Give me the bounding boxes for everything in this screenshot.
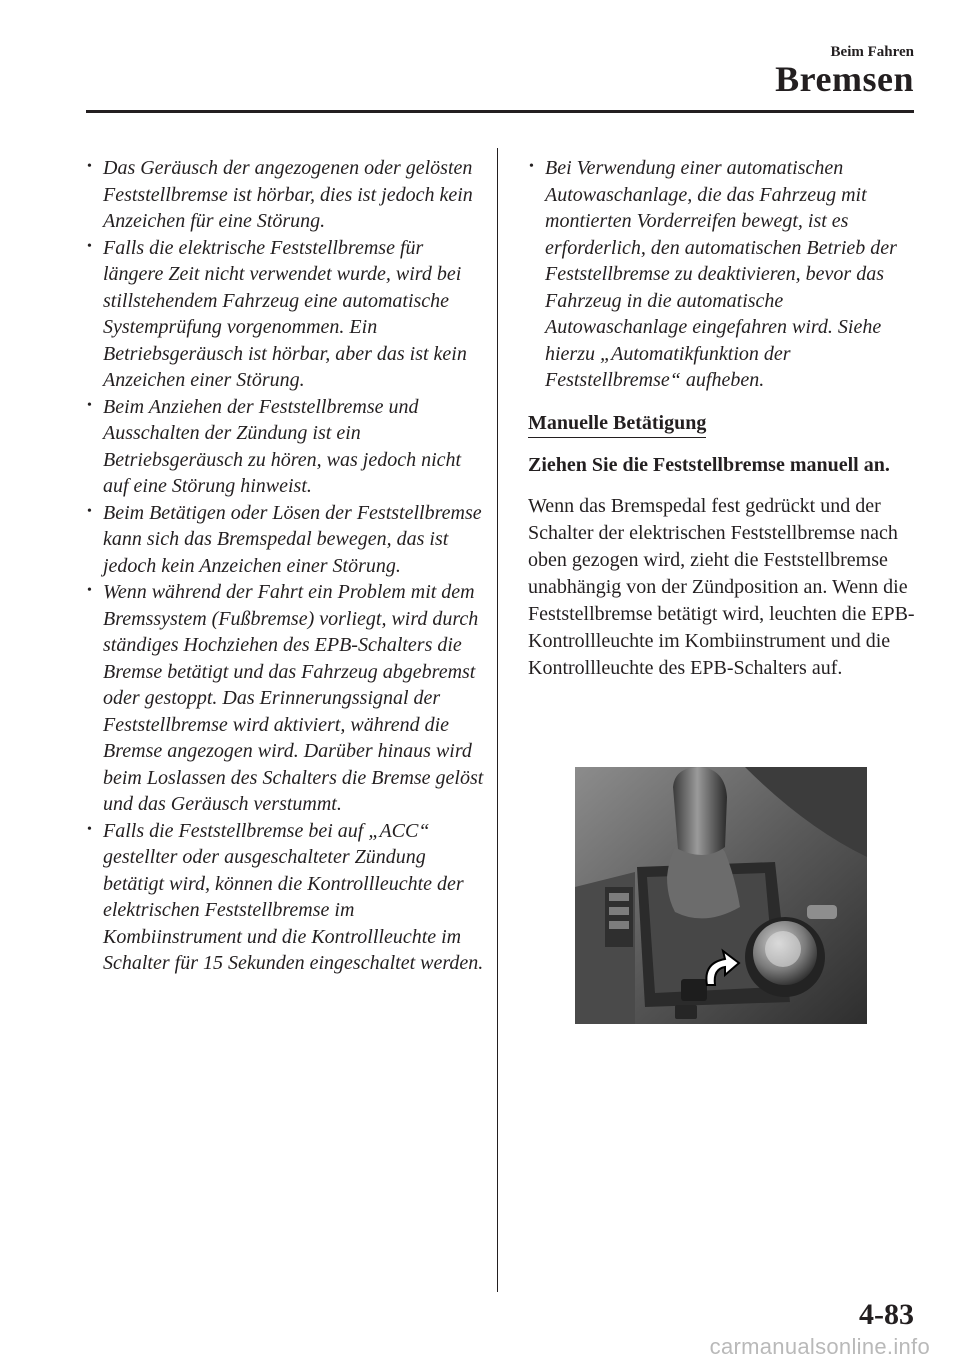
page-title: Bremsen xyxy=(775,59,914,99)
note-item-car-wash: • Bei Verwendung einer automatischen Autowaschanlage, die das Fahrzeug mit montierten Vorderreifen bewegt, ist es erforderlich, den automatischen Betrieb der Feststellbremse zu deaktivieren, bevor das Fahrzeug in die automatische Autowaschanlage eingefahren wird. Siehe hierzu „Automatikfunktion der Feststellbremse“ aufheben. xyxy=(528,155,918,394)
gear-knob xyxy=(673,767,727,855)
button-b xyxy=(609,907,629,915)
epb-switch-photo xyxy=(575,767,867,1024)
section-subheading: Manuelle Betätigung xyxy=(528,410,706,438)
body-paragraph: Wenn das Bremspedal fest gedrückt und der Schalter der elektrischen Feststellbremse nach oben gezogen wird, zieht die Feststellbremse unabhängig von der Zündposition an. Wenn die Feststellbremse betätigt wird, leuchten die EPB-Kontrollleuchte im Kombiinstrument und die Kontrollleuchte des EPB-Schalters auf. xyxy=(528,494,915,679)
column-divider xyxy=(497,148,498,1292)
page-number: 4-83 xyxy=(859,1298,914,1331)
header-rule xyxy=(86,110,914,113)
watermark: carmanualsonline.info xyxy=(709,1334,930,1359)
section-label: Beim Fahren xyxy=(830,44,914,60)
commander-dial-top xyxy=(765,931,801,967)
right-column xyxy=(528,155,918,682)
note-list-right xyxy=(528,155,918,394)
note-item-ignition-off: • Beim Anziehen der Feststellbremse und Ausschalten der Zündung ist ein Betriebsgeräusch zu hören, was jedoch nicht auf eine Störung hinweist. xyxy=(86,394,486,500)
note-item-noise: • Das Geräusch der angezogenen oder gelösten Feststellbremse ist hörbar, dies ist jedoch kein Anzeichen für eine Störung. xyxy=(86,155,486,235)
dial-side-button xyxy=(807,905,837,919)
note-list xyxy=(86,155,486,977)
instruction-heading: Ziehen Sie die Feststellbremse manuell an. xyxy=(528,453,890,476)
left-column xyxy=(86,155,486,977)
hold-switch xyxy=(675,1005,697,1019)
note-item-emergency: • Wenn während der Fahrt ein Problem mit dem Bremssystem (Fußbremse) vorliegt, wird durch ständiges Hochziehen des EPB-Schalters die Bremse betätigt und das Fahrzeug abgebremst oder gestoppt. Das Erinnerungssignal der Feststellbremse wird aktiviert, während die Bremse angezogen wird. Darüber hinaus wird beim Loslassen des Schalters die Bremse gelöst und das Geräusch verstummt. xyxy=(86,579,486,818)
button-a xyxy=(609,893,629,901)
note-item-acc: • Falls die Feststellbremse bei auf „ACC“ gestellter oder ausgeschalteter Zündung betätigt wird, können die Kontrollleuchte der elektrischen Feststellbremse im Kombiinstrument und die Kontrollleuchte im Schalter für 15 Sekunden eingeschaltet werden. xyxy=(86,818,486,977)
epb-switch xyxy=(681,979,707,1001)
note-item-system-check: • Falls die elektrische Feststellbremse für längere Zeit nicht verwendet wurde, wird bei stillstehendem Fahrzeug eine automatische Systemprüfung vorgenommen. Ein Betriebsgeräusch ist hörbar, aber das ist kein Anzeichen einer Störung. xyxy=(86,235,486,394)
note-item-pedal-move: • Beim Betätigen oder Lösen der Feststellbremse kann sich das Bremspedal bewegen, das ist jedoch kein Anzeichen einer Störung. xyxy=(86,500,486,580)
button-c xyxy=(609,921,629,929)
